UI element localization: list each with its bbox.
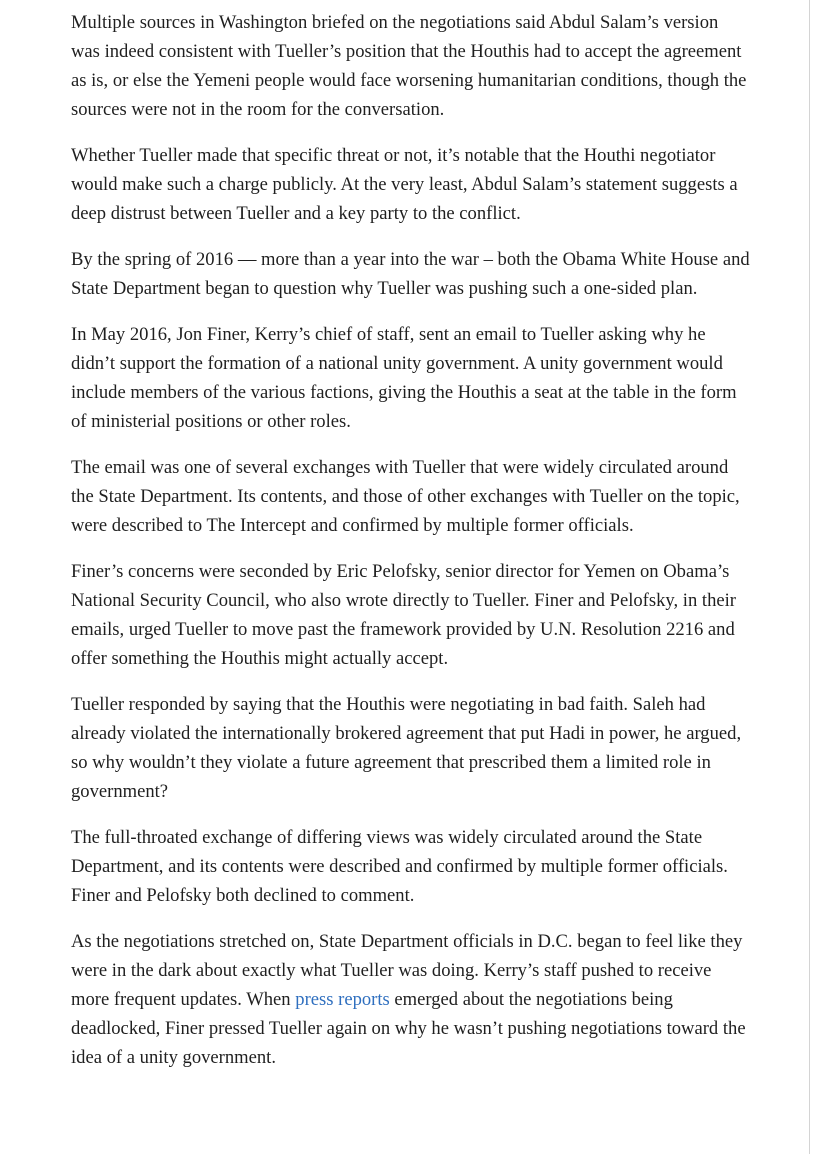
paragraph-finer-concerns: Finer’s concerns were seconded by Eric Pelofsky, senior director for Yemen on Obama’s National Security Council, who also wrote directly to Tueller. Finer and Pelofsky, in their emails, urged Tueller to move past the framework provided by U.N. Resolution 2216 and offer something the Houthis might actually accept. <box>71 561 736 669</box>
paragraph-full-throated-exchange: The full-throated exchange of differing views was widely circulated around the State Department, and its contents were described and confirmed by multiple former officials. Finer and Pelofsky both declined to comment. <box>71 827 728 906</box>
paragraph-text-after-link: emerged about the negotiations being deadlocked, Finer pressed Tueller again on why he wasn’t pushing negotiations toward the idea of a unity government. <box>71 989 746 1068</box>
paragraph-tueller-response: Tueller responded by saying that the Houthis were negotiating in bad faith. Saleh had already violated the internationally brokered agreement that put Hadi in power, he argued, so why wouldn’t they violate a future agreement that prescribed them a limited role in government? <box>71 694 742 802</box>
paragraph-specific-threat: Whether Tueller made that specific threat or not, it’s notable that the Houthi negotiator would make such a charge publicly. At the very least, Abdul Salam’s statement suggests a deep distrust between Tueller and a key party to the conflict. <box>71 145 738 224</box>
paragraph-sources-washington: Multiple sources in Washington briefed on the negotiations said Abdul Salam’s version was indeed consistent with Tueller’s position that the Houthis had to accept the agreement as is, or else the Yemeni people would face worsening humanitarian conditions, though the sources were not in the room for the conversation. <box>71 12 747 120</box>
paragraph-email-exchanges: The email was one of several exchanges with Tueller that were widely circulated around the State Department. Its contents, and those of other exchanges with Tueller on the topic, were described to The Intercept and confirmed by multiple former officials. <box>71 457 740 536</box>
paragraph-spring-2016: By the spring of 2016 — more than a year into the war – both the Obama White House and State Department began to question why Tueller was pushing such a one-sided plan. <box>71 249 750 299</box>
article-body <box>71 8 751 1089</box>
press-reports-link[interactable]: press reports <box>295 989 390 1010</box>
paragraph-may-2016-email: In May 2016, Jon Finer, Kerry’s chief of staff, sent an email to Tueller asking why he didn’t support the formation of a national unity government. A unity government would include members of the various factions, giving the Houthis a seat at the table in the form of ministerial positions or other roles. <box>71 324 737 432</box>
paragraph-text-before-link: As the negotiations stretched on, State Department officials in D.C. began to feel like they were in the dark about exactly what Tueller was doing. Kerry’s staff pushed to receive more frequent updates. When <box>71 931 743 1010</box>
paragraph-negotiations-stretched <box>71 927 751 1072</box>
